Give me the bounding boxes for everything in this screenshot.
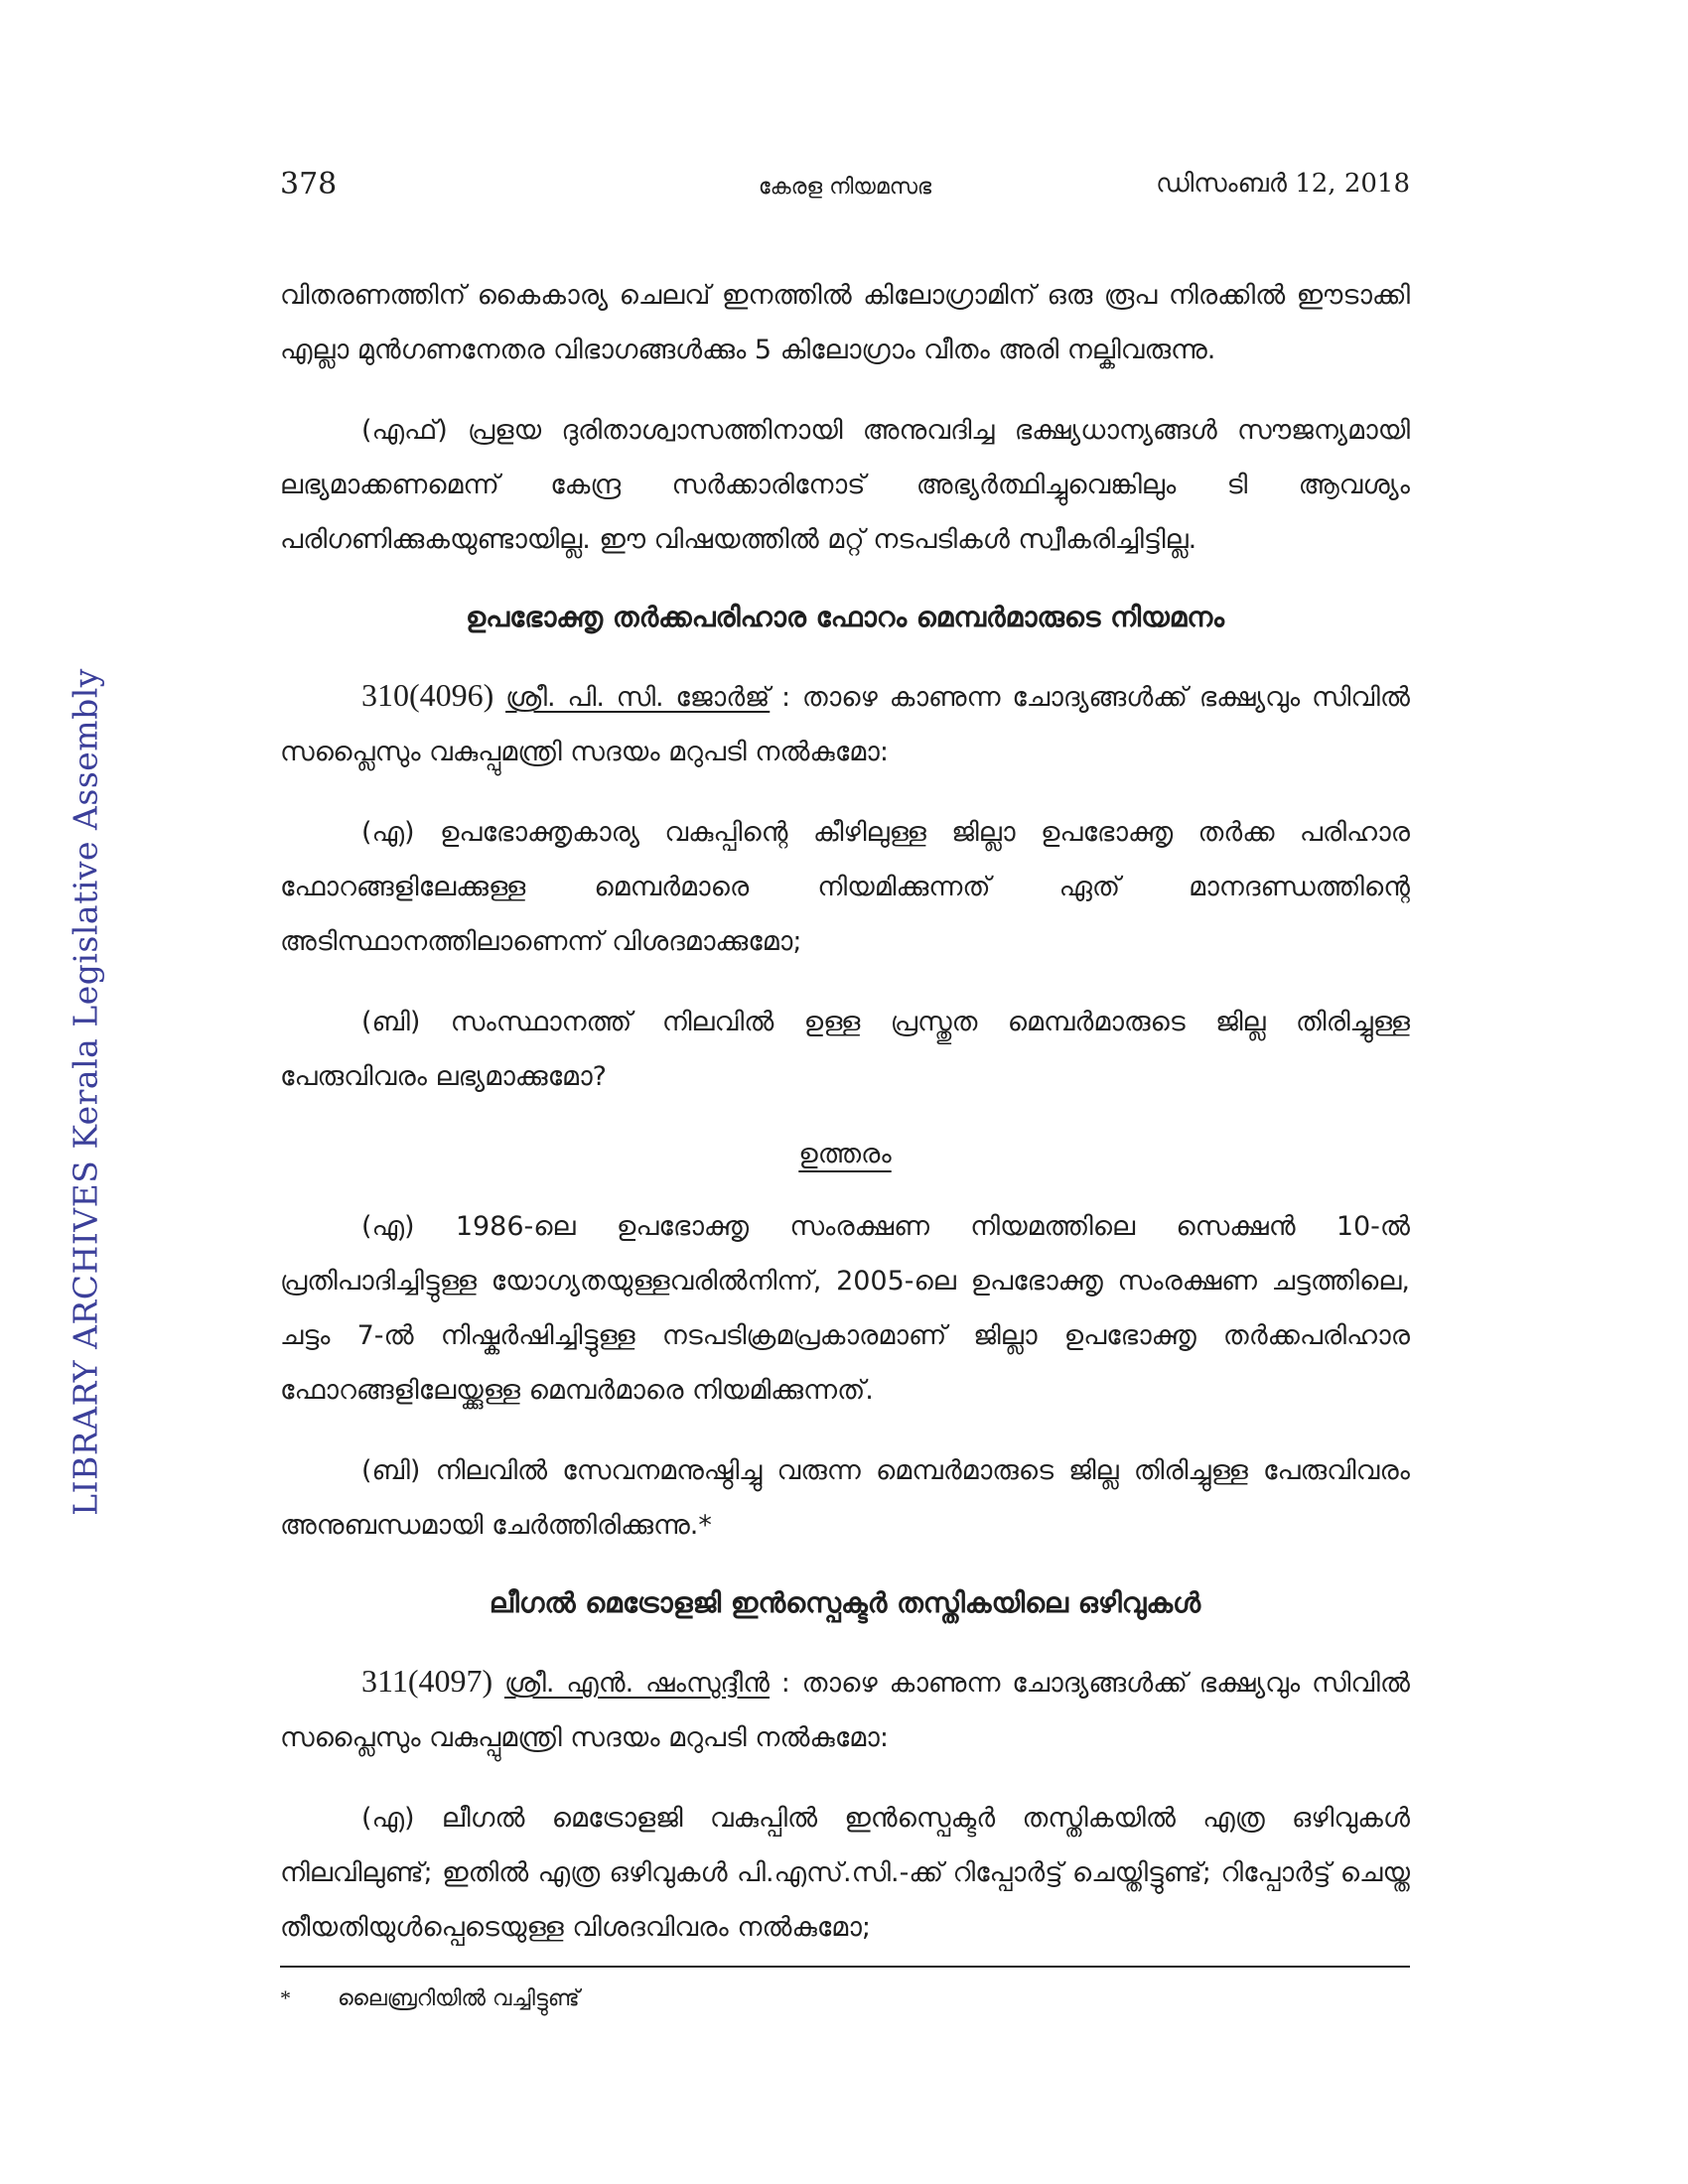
question-intro-text: : താഴെ കാണുന്ന ചോദ്യങ്ങൾക്ക് ഭക്ഷ്യവും സിവിൽ സപ്ലൈസും വകുപ്പുമന്ത്രി സദയം മറുപടി നൽകുമോ:	[280, 682, 1410, 767]
footnote-text: ലൈബ്രറിയിൽ വച്ചിട്ടുണ്ട്	[338, 1986, 580, 2011]
archive-watermark: LIBRARY ARCHIVES Kerala Legislative Assembly	[66, 668, 105, 1516]
header-title: കേരള നിയമസഭ	[758, 175, 932, 200]
question-number: 311(4097)	[361, 1663, 493, 1699]
section-heading-consumer-forum: ഉപഭോക്തൃ തർക്കപരിഹാര ഫോറം മെമ്പർമാരുടെ നിയമനം	[466, 601, 1224, 633]
question-number: 310(4096)	[361, 677, 494, 713]
paragraph-continuation: വിതരണത്തിന് കൈകാര്യ ചെലവ് ഇനത്തിൽ കിലോഗ്രാമിന് ഒരു രൂപ നിരക്കിൽ ഈടാക്കി എല്ലാ മുൻഗണനേതര വിഭാഗങ്ങൾക്കും 5 കിലോഗ്രാം വീതം അരി നല്കിവരുന്നു.	[280, 280, 1410, 365]
answer-heading	[280, 1130, 1410, 1179]
question-310-b: (ബി) സംസ്ഥാനത്ത് നിലവിൽ ഉള്ള പ്രസ്തുത മെമ്പർമാരുടെ ജില്ല തിരിച്ചുള്ള പേരുവിവരം ലഭ്യമാക്കുമോ?	[280, 1007, 1410, 1092]
page-header	[280, 167, 1410, 216]
answer-310-b: (ബി) നിലവിൽ സേവനമനുഷ്ഠിച്ചു വരുന്ന മെമ്പർമാരുടെ ജില്ല തിരിച്ചുള്ള പേരുവിവരം അനുബന്ധമായി ചേർത്തിരിക്കുന്നു.*	[280, 1455, 1410, 1541]
footnote	[280, 1985, 580, 2011]
question-311-a: (എ) ലീഗൽ മെട്രോളജി വകുപ്പിൽ ഇൻസ്പെക്ടർ തസ്തികയിൽ എത്ര ഒഴിവുകൾ നിലവിലുണ്ട്; ഇതിൽ എത്ര ഒഴിവുകൾ പി.എസ്.സി.-ക്ക് റിപ്പോർട്ട് ചെയ്തിട്ടുണ്ട്; റിപ്പോർട്ട് ചെയ്ത തീയതിയുൾപ്പെടെയുള്ള വിശദവിവരം നൽകുമോ;	[280, 1803, 1410, 1943]
member-name: ശ്രീ. പി. സി. ജോർജ്	[505, 682, 771, 713]
header-date: ഡിസംബർ 12, 2018	[1156, 169, 1410, 199]
page-body	[280, 268, 1410, 1980]
question-310-a: (എ) ഉപഭോക്തൃകാര്യ വകുപ്പിന്റെ കീഴിലുള്ള ജില്ലാ ഉപഭോക്തൃ തർക്ക പരിഹാര ഫോറങ്ങളിലേക്കുള്ള മെമ്പർമാരെ നിയമിക്കുന്നത് ഏത് മാനദണ്ഡത്തിന്റെ അടിസ്ഥാനത്തിലാണെന്ന് വിശദമാക്കുമോ;	[280, 817, 1410, 957]
answer-heading-text: ഉത്തരം	[798, 1139, 892, 1169]
question-310-intro	[280, 668, 1410, 779]
footnote-marker: *	[280, 1985, 291, 2010]
footnote-divider	[280, 1966, 1410, 1968]
member-name: ശ്രീ. എൻ. ഷംസുദ്ദീൻ	[503, 1668, 770, 1699]
question-311-intro	[280, 1654, 1410, 1765]
paragraph-f: (എഫ്) പ്രളയ ദുരിതാശ്വാസത്തിനായി അനുവദിച്ച ഭക്ഷ്യധാന്യങ്ങൾ സൗജന്യമായി ലഭ്യമാക്കണമെന്ന് കേന്ദ്ര സർക്കാരിനോട് അഭ്യർത്ഥിച്ചുവെങ്കിലും ടി ആവശ്യം പരിഗണിക്കുകയുണ്ടായില്ല. ഈ വിഷയത്തിൽ മറ്റ് നടപടികൾ സ്വീകരിച്ചിട്ടില്ല.	[280, 415, 1410, 555]
question-intro-text: : താഴെ കാണുന്ന ചോദ്യങ്ങൾക്ക് ഭക്ഷ്യവും സിവിൽ സപ്ലൈസും വകുപ്പുമന്ത്രി സദയം മറുപടി നൽകുമോ:	[280, 1668, 1410, 1753]
page-number: 378	[280, 167, 338, 202]
answer-310-a: (എ) 1986-ലെ ഉപഭോക്തൃ സംരക്ഷണ നിയമത്തിലെ സെക്ഷൻ 10-ൽ പ്രതിപാദിച്ചിട്ടുള്ള യോഗ്യതയുള്ളവരിൽനിന്ന്, 2005-ലെ ഉപഭോക്തൃ സംരക്ഷണ ചട്ടത്തിലെ, ചട്ടം 7-ൽ നിഷ്കർഷിച്ചിട്ടുള്ള നടപടിക്രമപ്രകാരമാണ് ജില്ലാ ഉപഭോക്തൃ തർക്കപരിഹാര ഫോറങ്ങളിലേയ്ക്കുള്ള മെമ്പർമാരെ നിയമിക്കുന്നത്.	[280, 1211, 1410, 1406]
section-heading-legal-metrology: ലീഗൽ മെട്രോളജി ഇൻസ്പെക്ടർ തസ്തികയിലെ ഒഴിവുകൾ	[489, 1586, 1201, 1619]
